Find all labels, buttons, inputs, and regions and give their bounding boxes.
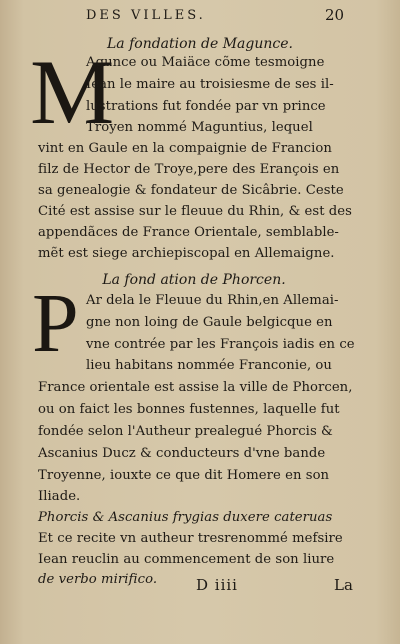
text-line: Troyenne, iouxte ce que dit Homere en son bbox=[38, 468, 330, 483]
text-line: Cité est assise sur le fleuue du Rhin, & est des bbox=[38, 204, 352, 219]
text-line: Ascanius Ducz & conducteurs d'vne bande bbox=[38, 446, 326, 461]
text-line: lustrations fut fondée par vn prince bbox=[86, 99, 326, 114]
drop-cap-p: P bbox=[32, 277, 79, 370]
text-line: vint en Gaule en la compaignie de Francion bbox=[38, 141, 332, 156]
page-header bbox=[0, 6, 400, 26]
page-number: 20 bbox=[325, 6, 345, 24]
signature-mark: D iiii bbox=[196, 576, 238, 594]
running-title: DES VILLES. bbox=[86, 8, 206, 23]
book-title: de verbo mirifico. bbox=[38, 572, 158, 587]
text-line: vne contrée par les François iadis en ce bbox=[86, 337, 355, 352]
section-title-phorcen: La fond ation de Phorcen. bbox=[102, 272, 286, 288]
drop-cap-m: M bbox=[30, 41, 115, 143]
text-line: sa genealogie & fondateur de Sicâbrie. Ceste bbox=[38, 183, 344, 198]
text-line: Iliade. bbox=[38, 489, 81, 504]
text-line: Iean le maire au troisiesme de ses il- bbox=[86, 77, 334, 92]
text-line: Troyen nommé Maguntius, lequel bbox=[86, 120, 313, 135]
text-line: filz de Hector de Troye,pere des Erançois en bbox=[38, 162, 340, 177]
text-line: Iean reuclin au commencement de son liure bbox=[38, 552, 335, 567]
text-line: gne non loing de Gaule belgicque en bbox=[86, 315, 333, 330]
text-line: appendãces de France Orientale, semblable- bbox=[38, 225, 339, 240]
latin-quotation: Phorcis & Ascanius frygias duxere cateruas bbox=[38, 510, 333, 525]
catchword: La bbox=[334, 576, 353, 594]
text-line: France orientale est assise la ville de Phorcen, bbox=[38, 380, 353, 395]
page-footer bbox=[0, 576, 400, 598]
section-title-magunce: La fondation de Magunce. bbox=[107, 36, 293, 52]
text-line: ou on faict les bonnes fustennes, laquelle fut bbox=[38, 402, 340, 417]
text-line: Ar dela le Fleuue du Rhin,en Allemai- bbox=[86, 293, 339, 308]
text-line: mẽt est siege archiepiscopal en Allemaigne. bbox=[38, 246, 335, 261]
text-line: fondée selon l'Autheur prealegué Phorcis & bbox=[38, 424, 333, 439]
text-line: Et ce recite vn autheur tresrenommé mefsire bbox=[38, 531, 343, 546]
text-line: lieu habitans nommée Franconie, ou bbox=[86, 358, 332, 373]
text-line: Agunce ou Maiäce cõme tesmoigne bbox=[86, 55, 325, 70]
